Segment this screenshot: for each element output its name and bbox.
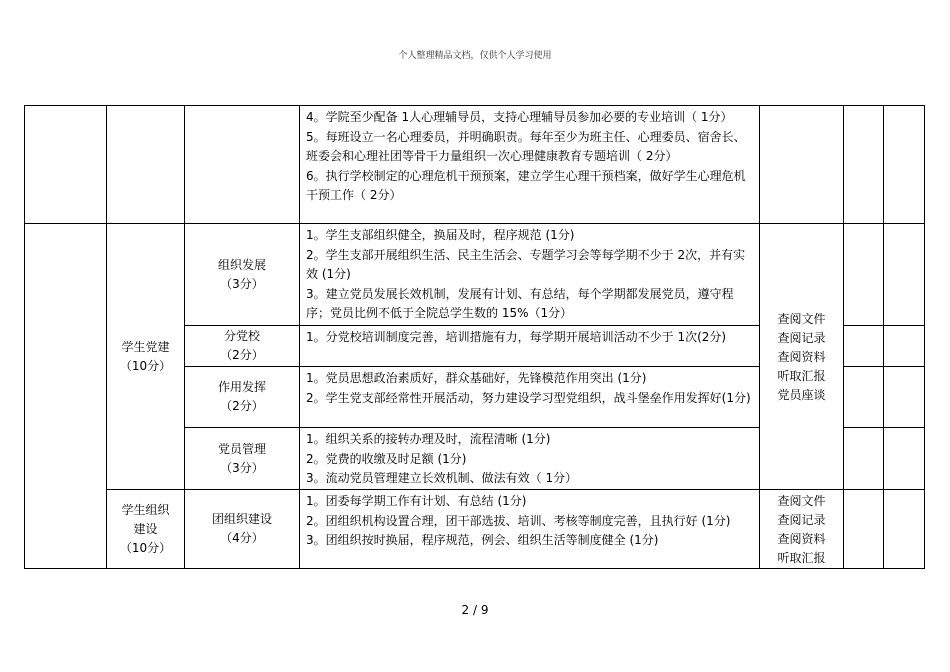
empty-cell <box>844 490 884 569</box>
criteria-item: 1。分党校培训制度完善，培训措施有力，每学期开展培训活动不少于 1次(2分) <box>306 330 727 344</box>
subcategory-name: 团组织建设 <box>211 512 272 526</box>
criteria-item: 2。学生支部开展组织生活、民主生活会、专题学习会等每学期不少于 2次，并有实效 (1分) <box>306 247 746 281</box>
criteria-cell <box>300 326 760 367</box>
subcategory-cell <box>185 367 300 428</box>
method-item: 查阅资料 <box>777 350 826 364</box>
criteria-cell <box>300 367 760 428</box>
criteria-item: 6。执行学校制定的心理危机干预预案，建立学生心理干预档案，做好学生心理危机干预工作（ 2分） <box>306 168 746 202</box>
method-item: 听取汇报 <box>777 369 826 383</box>
subcategory-name: 党员管理 <box>217 441 266 456</box>
subcategory-score: （2分） <box>220 348 264 362</box>
criteria-cell <box>300 490 760 569</box>
category-name: 学生组织 <box>121 502 170 517</box>
subcategory-cell <box>185 490 300 569</box>
subcategory-cell <box>185 428 300 490</box>
method-item: 查阅文件 <box>777 312 826 326</box>
empty-cell <box>760 106 844 224</box>
subcategory-name: 组织发展 <box>217 257 266 272</box>
criteria-cell <box>300 224 760 326</box>
empty-cell <box>844 106 884 224</box>
empty-cell <box>884 224 925 326</box>
criteria-item: 2。党费的收缴及时足额 (1分) <box>306 451 467 466</box>
empty-cell <box>25 106 107 224</box>
method-cell <box>760 490 844 569</box>
empty-cell <box>884 326 925 367</box>
criteria-item: 2。团组织机构设置合理，团干部选拔、培训、考核等制度完善，且执行好 (1分) <box>306 513 731 528</box>
empty-cell <box>844 224 884 326</box>
subcategory-name: 分党校 <box>223 329 260 343</box>
category-cell <box>107 490 185 569</box>
criteria-item: 3。流动党员管理建立长效机制、做法有效（ 1分） <box>306 471 578 485</box>
category-name: 学生党建 <box>121 339 170 354</box>
method-item: 查阅文件 <box>777 494 826 508</box>
method-item: 听取汇报 <box>777 551 826 565</box>
empty-cell <box>884 490 925 569</box>
empty-cell <box>884 428 925 490</box>
subcategory-cell <box>185 224 300 326</box>
empty-cell <box>844 367 884 428</box>
evaluation-table <box>24 105 925 569</box>
empty-cell <box>185 106 300 224</box>
criteria-item: 3。建立党员发展长效机制，发展有计划、有总结，每个学期都发展党员，遵守程序；党员比例不低于全院总学生数的 15%（1分） <box>306 286 734 320</box>
subcategory-name: 作用发挥 <box>217 380 266 394</box>
method-item: 查阅资料 <box>777 532 826 546</box>
method-item: 党员座谈 <box>777 388 826 402</box>
empty-cell <box>844 428 884 490</box>
empty-cell <box>844 326 884 367</box>
subcategory-score: （2分） <box>220 399 264 413</box>
criteria-item: 5。每班设立一名心理委员，并明确职责。每年至少为班主任、心理委员、宿舍长、班委会和心理社团等骨干力量组织一次心理健康教育专题培训（ 2分） <box>306 129 746 163</box>
subcategory-score: （3分） <box>220 460 264 475</box>
table-row <box>25 490 925 569</box>
subcategory-cell <box>185 326 300 367</box>
criteria-cell <box>300 106 760 224</box>
subcategory-score: （3分） <box>220 276 264 291</box>
empty-cell <box>107 106 185 224</box>
method-item: 查阅记录 <box>777 331 826 345</box>
category-score: （10分） <box>119 540 172 555</box>
table-row <box>25 106 925 224</box>
empty-cell <box>25 224 107 569</box>
subcategory-score: （4分） <box>220 531 264 545</box>
criteria-item: 4。学院至少配备 1人心理辅导员，支持心理辅导员参加必要的专业培训（ 1分） <box>306 110 733 124</box>
page-number: 2 / 9 <box>461 603 489 617</box>
criteria-cell <box>300 428 760 490</box>
criteria-item: 1。党员思想政治素质好，群众基础好，先锋模范作用突出 (1分) <box>306 371 647 385</box>
method-item: 查阅记录 <box>777 513 826 527</box>
method-cell <box>760 224 844 490</box>
criteria-item: 1。学生支部组织健全，换届及时，程序规范 (1分) <box>306 228 575 242</box>
criteria-item: 1。团委每学期工作有计划、有总结 (1分) <box>306 494 527 508</box>
category-cell <box>107 224 185 490</box>
criteria-item: 2。学生党支部经常性开展活动，努力建设学习型党组织，战斗堡垒作用发挥好(1分) <box>306 390 751 405</box>
table-row <box>25 224 925 326</box>
criteria-item: 1。组织关系的接转办理及时，流程清晰 (1分) <box>306 432 551 446</box>
empty-cell <box>884 106 925 224</box>
criteria-item: 3。团组织按时换届，程序规范，例会、组织生活等制度健全 (1分) <box>306 533 659 547</box>
empty-cell <box>884 367 925 428</box>
category-score: （10分） <box>119 358 172 373</box>
category-name: 建设 <box>133 521 158 536</box>
watermark-text: 个人整理精品文档，仅供个人学习使用 <box>398 51 552 61</box>
